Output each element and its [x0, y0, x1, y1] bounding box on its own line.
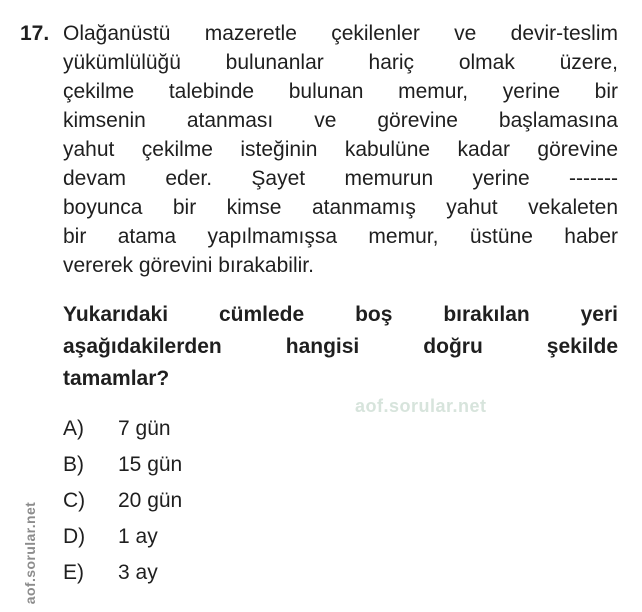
question-body	[63, 19, 618, 280]
option-letter: C)	[63, 489, 86, 512]
question-prompt-line: aşağıdakilerden hangisi doğru şekilde	[63, 335, 618, 358]
question-body-line: devam eder. Şayet memurun yerine -------	[63, 167, 618, 190]
watermark-center: aof.sorular.net	[355, 396, 487, 416]
option-letter: B)	[63, 453, 84, 476]
option-text: 7 gün	[118, 417, 171, 440]
question-number: 17.	[20, 22, 50, 45]
question-body-line: çekilme talebinde bulunan memur, yerine bir	[63, 80, 618, 103]
question-body-line: yahut çekilme isteğinin kabulüne kadar görevine	[63, 138, 618, 161]
option-e	[63, 555, 483, 591]
option-c	[63, 483, 483, 519]
question-prompt	[63, 299, 618, 395]
option-b	[63, 447, 483, 483]
option-text: 1 ay	[118, 525, 158, 548]
option-letter: A)	[63, 417, 84, 440]
question-body-line: kimsenin atanması ve görevine başlamasına	[63, 109, 618, 132]
question-prompt-line: tamamlar?	[63, 367, 170, 390]
option-d	[63, 519, 483, 555]
option-a	[63, 411, 483, 447]
question-body-line: boyunca bir kimse atanmamış yahut vekaleten	[63, 196, 618, 219]
option-letter: E)	[63, 561, 84, 584]
question-body-line: yükümlülüğü bulunanlar hariç olmak üzere,	[63, 51, 618, 74]
option-text: 15 gün	[118, 453, 183, 476]
option-text: 3 ay	[118, 561, 158, 584]
watermark-left-rotated: aof.sorular.net	[22, 501, 38, 605]
options-list	[63, 411, 483, 591]
question-body-line: Olağanüstü mazeretle çekilenler ve devir-teslim	[63, 22, 618, 45]
option-text: 20 gün	[118, 489, 183, 512]
question-prompt-line: Yukarıdaki cümlede boş bırakılan yeri	[63, 303, 618, 326]
option-letter: D)	[63, 525, 86, 548]
question-body-line: vererek görevini bırakabilir.	[63, 254, 314, 277]
question-body-line: bir atama yapılmamışsa memur, üstüne haber	[63, 225, 618, 248]
